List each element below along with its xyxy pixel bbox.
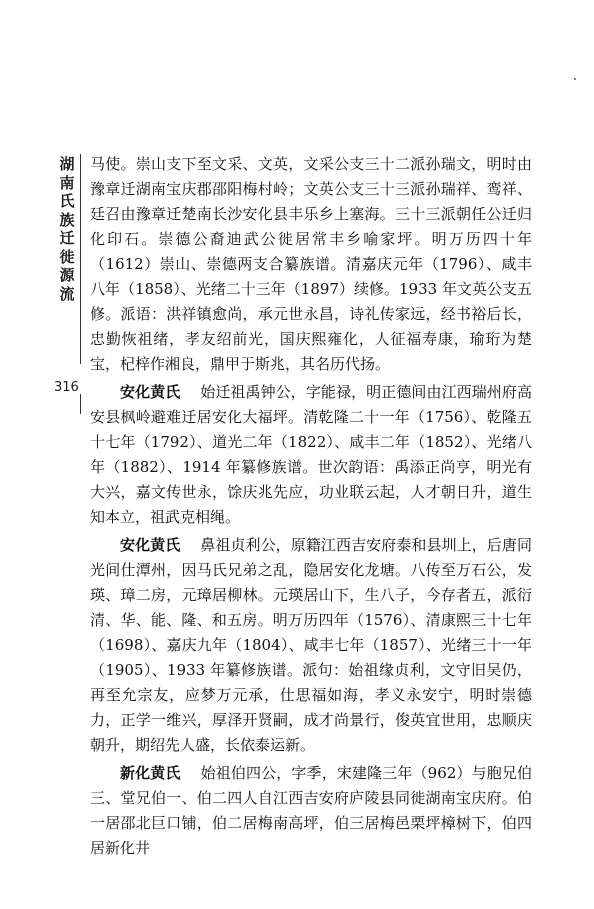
margin-rule-bottom	[80, 394, 81, 414]
paragraph-text: 始祖伯四公，字季，宋建隆三年（962）与胞兄伯三、堂兄伯一、伯二四人自江西吉安府庐陵县同徙湖南宝庆府。伯一居邵北巨口铺，伯二居梅南高坪，伯三居梅邑栗坪樟树下，伯四居新化井	[90, 764, 532, 857]
body-text	[90, 152, 532, 864]
page-number: 316	[54, 380, 79, 395]
paragraph-anhua-huang-1	[90, 380, 532, 530]
paragraph-heading: 新化黄氏	[120, 764, 196, 782]
margin-rule-top	[80, 154, 81, 364]
paragraph-heading: 安化黄氏	[120, 536, 196, 554]
paragraph-text: 马使。崇山支下至文采、文英，文采公支三十二派孙瑞文，明时由豫章迁湖南宝庆郡邵阳梅村岭；文英公支三十三派孙瑞祥、鸾祥、廷召由豫章迁楚南长沙安化县丰乐乡上塞海。三十三派朝任公迁归化印石。崇德公裔迪武公徙居常丰乡喻家坪。明万历四十年（1612）崇山、崇德两支合纂族谱。清嘉庆元年（1796）、咸丰八年（1858）、光绪二十三年（1897）续修。1933 年文英公支五修。派语：洪祥镇愈尚，承元世永昌，诗礼传家远，经书裕后长，忠勤恢祖绪，孝友绍前光，国庆熙雍化，人征福寿康，瑜珩为楚宝，杞梓作湘良，鼎甲于斯兆，其名历代扬。	[90, 155, 532, 373]
paragraph-xinhua-huang	[90, 761, 532, 861]
paragraph-text: 鼻祖贞利公，原籍江西吉安府泰和县圳上，后唐同光间仕潭州，因马氏兄弟之乱，隐居安化龙塘。八传至万石公，发瑛、璋二房，元璋居柳林。元瑛居山下，生八子，今存者五，派衍清、华、能、隆、和五房。明万历四年（1576）、清康熙三十七年（1698）、嘉庆九年（1804）、咸丰七年（1857）、光绪三十一年（1905）、1933 年纂修族谱。派句：始祖缘贞利，文守旧吴仍，再至允宗友，应梦万元承，仕思福如海，孝义永安宁，明时崇德力，正学一维兴，厚泽开贤嗣，成才尚景行，俊英宜世用，忠顺庆朝升，期绍先人盛，长依泰运新。	[90, 536, 532, 754]
paragraph-heading: 安化黄氏	[120, 383, 196, 401]
paragraph-anhua-huang-2	[90, 533, 532, 758]
scan-speck	[574, 78, 576, 80]
running-header-title: 湖南氏族迁徙源流	[59, 155, 75, 303]
paragraph-1	[90, 152, 532, 377]
paragraph-text: 始迁祖禹钟公，字能禄，明正德间由江西瑞州府高安县枫岭避难迁居安化大福坪。清乾隆二十一年（1756）、乾隆五十七年（1792）、道光二年（1822）、咸丰二年（1852）、光绪八年（1882）、1914 年纂修族谱。世次韵语：禹添正尚亨，明光有大兴，嘉文传世永，馀庆兆先应，功业联云起，人才朝日升，道生知本立，祖武克相绳。	[90, 383, 532, 526]
